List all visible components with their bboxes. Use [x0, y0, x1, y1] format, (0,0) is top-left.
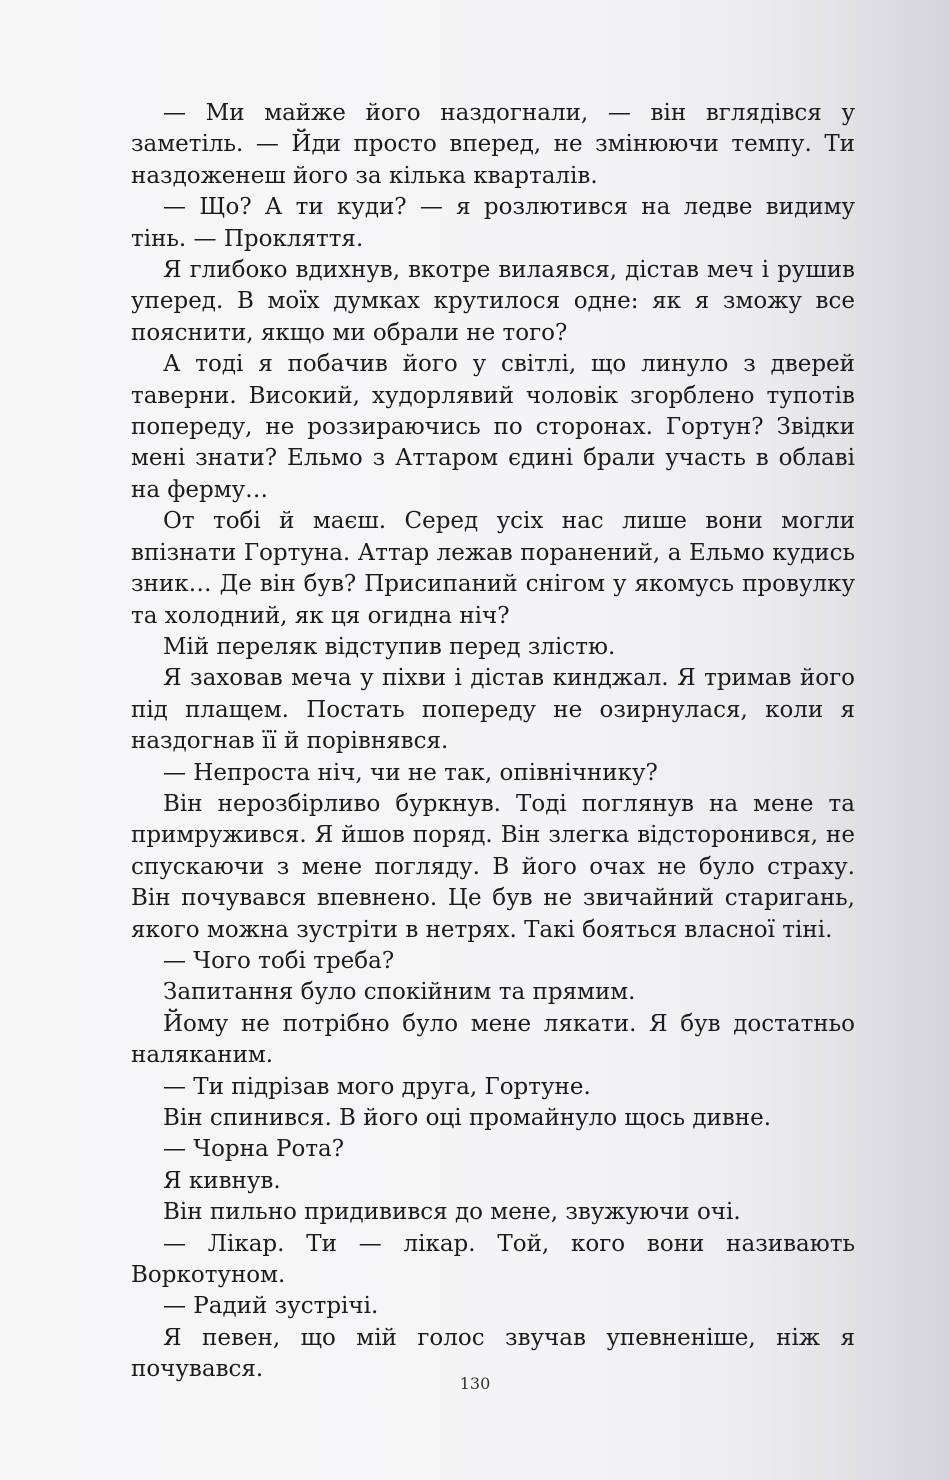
- paragraph: Запитання було спокійним та прямим.: [163, 979, 636, 1006]
- paragraph: Мій переляк відступив перед злістю.: [163, 633, 616, 660]
- paragraph: Я кивнув.: [163, 1167, 281, 1194]
- paragraph: Він пильно придивився до мене, звужуючи очі.: [163, 1199, 741, 1226]
- paragraph: — Що? А ти куди? — я розлютився на ледве видиму тінь. — Прокляття.: [131, 194, 855, 252]
- paragraph: — Радий зустрічі.: [163, 1293, 379, 1320]
- paragraph: Він нерозбірливо буркнув. Тоді поглянув на мене та примружився. Я йшов поряд. Він злегка відсторонився, не спускаючи з мене погляду. В його очах не було страху. Він почувався впевнено. Це був не звичайний старигань, якого можна зустріти в нетрях. Такі бояться власної тіні.: [131, 790, 855, 943]
- paragraph: — Чого тобі треба?: [163, 947, 395, 974]
- paragraph: Він спинився. В його оці промайнуло щось дивне.: [163, 1105, 772, 1131]
- paragraph: — Чорна Рота?: [163, 1136, 345, 1163]
- paragraph: — Ми майже його наздогнали, — він вглядівся у заметіль. — Йди просто вперед, не змінюючи темпу. Ти наздоженеш його за кілька кварталів.: [131, 100, 855, 189]
- paragraph: Я глибоко вдихнув, вкотре вилаявся, дістав меч і рушив уперед. В моїх думках крутилося одне: як я зможу все пояснити, якщо ми обрали не того?: [131, 257, 855, 346]
- paragraph: Йому не потрібно було мене лякати. Я був достатньо наляканим.: [131, 1010, 855, 1069]
- paragraph: — Ти підрізав мого друга, Гортуне.: [163, 1073, 591, 1100]
- paragraph: — Лікар. Ти — лікар. Той, кого вони називають Воркотуном.: [131, 1230, 855, 1289]
- paragraph: Я заховав меча у піхви і дістав кинджал. Я тримав його під плащем. Постать попереду не озирнулася, коли я наздогнав її й порівнявся.: [131, 665, 855, 755]
- paragraph: От тобі й маєш. Серед усіх нас лише вони могли впізнати Гортуна. Аттар лежав поранений, а Ельмо кудись зник… Де він був? Присипаний снігом у якомусь провулку та холодний, як ця огидна ніч?: [131, 508, 855, 629]
- paragraph: А тоді я побачив його у світлі, що линуло з дверей таверни. Високий, худорлявий чоловік згорблено тупотів попереду, не роззираючись по сторонах. Гортун? Звідки мені знати? Ельмо з Аттаром єдині брали участь в облаві на ферму…: [131, 351, 855, 503]
- paragraph: Я певен, що мій голос звучав упевненіше, ніж я почувався.: [131, 1324, 855, 1383]
- paragraph: — Непроста ніч, чи не так, опівнічнику?: [163, 759, 658, 786]
- body-text: [131, 98, 855, 1386]
- page-number: 130: [459, 1374, 491, 1393]
